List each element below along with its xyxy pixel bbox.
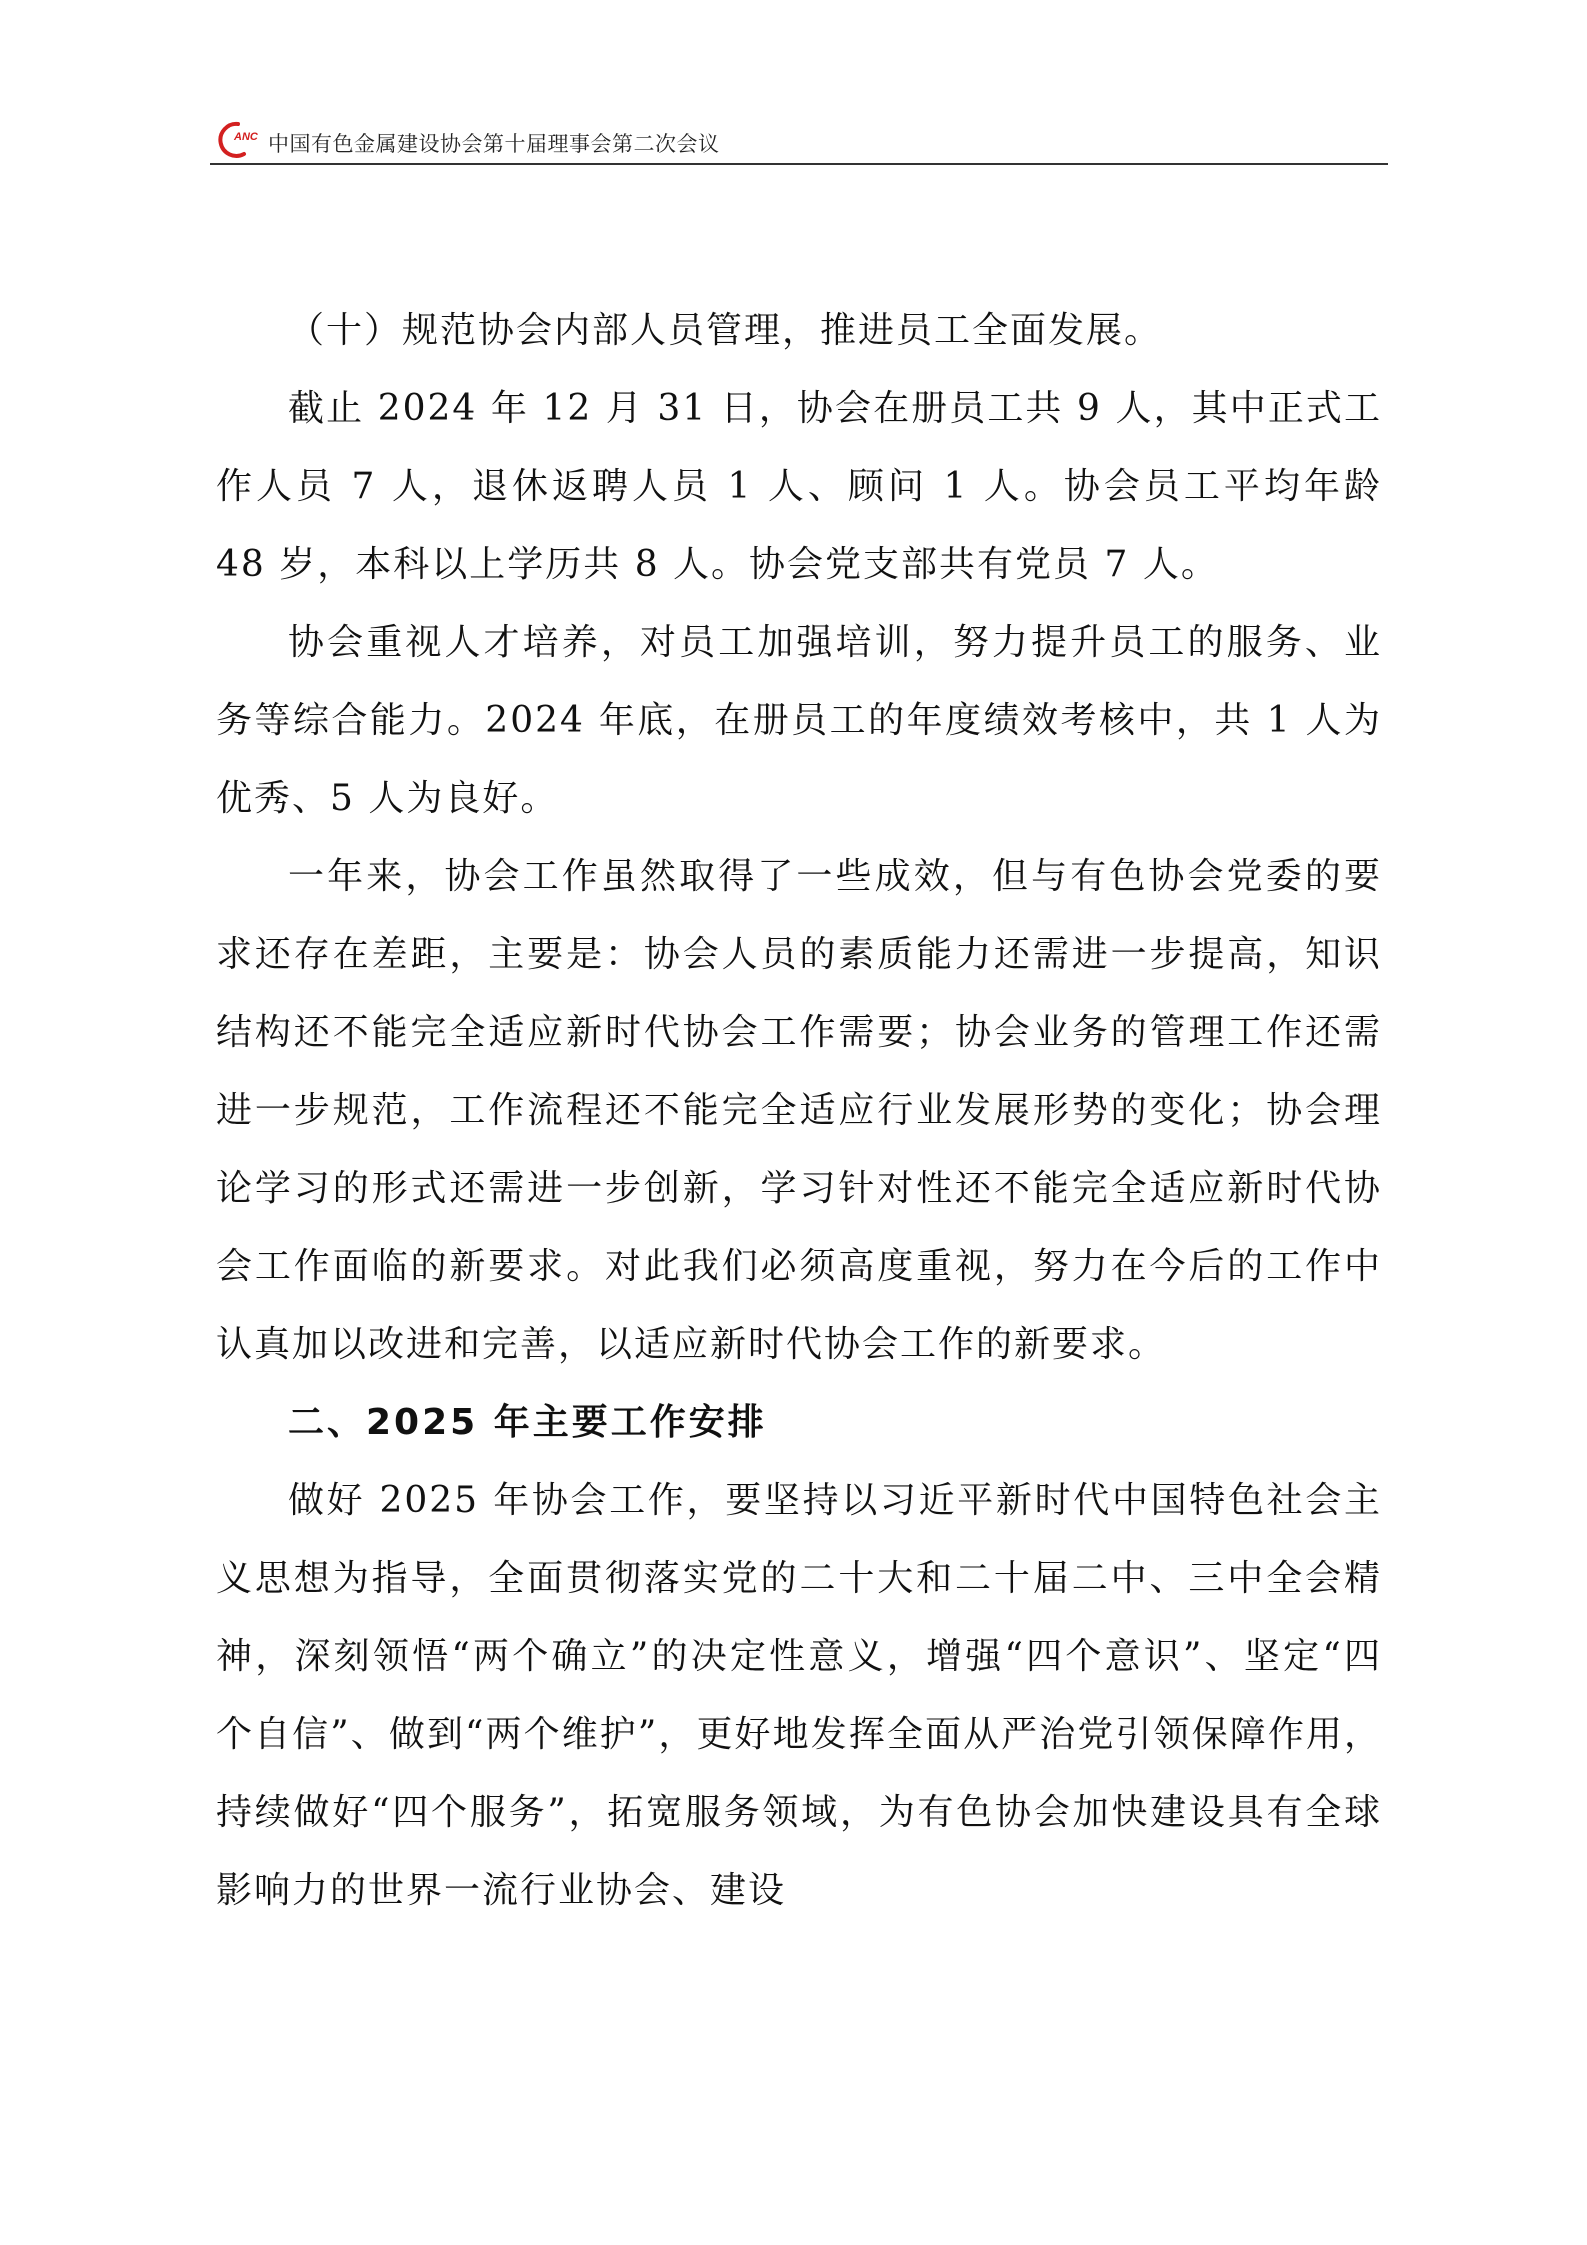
paragraph-2025-plan: 做好 2025 年协会工作，要坚持以习近平新时代中国特色社会主义思想为指导，全面贯彻落实党的二十大和二十届二中、三中全会精神，深刻领悟“两个确立”的决定性意义，增强“四个意识”、坚定“四个自信”、做到“两个维护”，更好地发挥全面从严治党引领保障作用，持续做好“四个服务”，拓宽服务领域，为有色协会加快建设具有全球影响力的世界一流行业协会、建设 bbox=[216, 1480, 1382, 1911]
subsection-heading: （十）规范协会内部人员管理，推进员工全面发展。 bbox=[288, 310, 1163, 351]
paragraph-shortcomings: 一年来，协会工作虽然取得了一些成效，但与有色协会党委的要求还存在差距，主要是：协会人员的素质能力还需进一步提高，知识结构还不能完全适应新时代协会工作需要；协会业务的管理工作还需进一步规范，工作流程还不能完全适应行业发展形势的变化；协会理论学习的形式还需进一步创新，学习针对性还不能完全适应新时代协会工作面临的新要求。对此我们必须高度重视，努力在今后的工作中认真加以改进和完善，以适应新时代协会工作的新要求。 bbox=[216, 856, 1382, 1365]
paragraph-training: 协会重视人才培养，对员工加强培训，努力提升员工的服务、业务等综合能力。2024 年底，在册员工的年度绩效考核中，共 1 人为优秀、5 人为良好。 bbox=[216, 622, 1382, 819]
anc-logo-icon bbox=[214, 118, 270, 162]
section-heading: 二、2025 年主要工作安排 bbox=[288, 1402, 767, 1443]
page-header bbox=[210, 112, 1388, 164]
svg-text:ANC: ANC bbox=[234, 131, 258, 143]
paragraph-staff-count: 截止 2024 年 12 月 31 日，协会在册员工共 9 人，其中正式工作人员 7 人，退休返聘人员 1 人、顾问 1 人。协会员工平均年龄 48 岁，本科以上学历共 8 人。协会党支部共有党员 7 人。 bbox=[216, 388, 1382, 585]
header-title: 中国有色金属建设协会第十届理事会第二次会议 bbox=[268, 132, 720, 156]
header-divider bbox=[210, 163, 1388, 165]
document-body bbox=[216, 292, 1382, 1930]
